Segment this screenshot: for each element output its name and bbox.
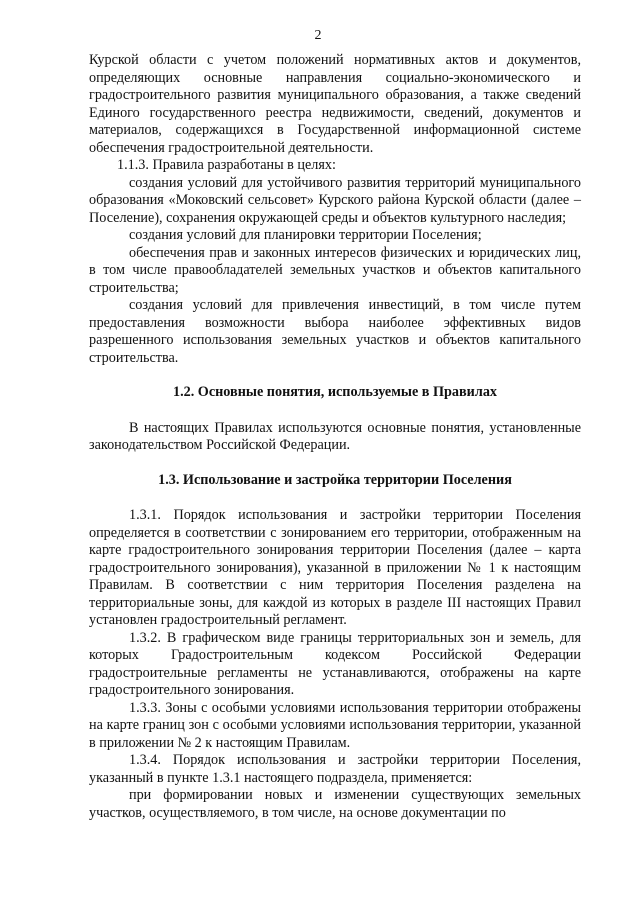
paragraph-goal-development: создания условий для устойчивого развития территорий муниципального образования «Моковский сельсовет» Курского района Курской области (далее – Поселение), сохранения окружающей среды и объектов культурного наследия;	[89, 174, 581, 226]
spacer	[89, 402, 581, 420]
paragraph-goal-rights: обеспечения прав и законных интересов физических и юридических лиц, в том числе правообладателей земельных участков и объектов капитального строительства;	[89, 244, 581, 296]
spacer	[89, 367, 581, 384]
paragraph-goal-planning: создания условий для планировки территории Поселения;	[129, 227, 482, 243]
section-heading-1-3: 1.3. Использование и застройка территории Поселения	[158, 471, 512, 488]
paragraph-1-3-1: 1.3.1. Порядок использования и застройки территории Поселения определяется в соответствии с зонированием его территории, отображенным на карте градостроительного зонирования территории Поселения (далее – карта градостроительного зонирования), указанной в приложении № 1 к настоящим Правилам. В соответствии с ним территория Поселения разделена на территориальные зоны, для каждой из которых в разделе III настоящих Правил установлен градостроительный регламент.	[89, 507, 581, 628]
paragraph-land-plots: при формировании новых и изменении существующих земельных участков, осуществляемого, в том числе, на основе документации по	[89, 787, 581, 821]
paragraph-1-3-3: 1.3.3. Зоны с особыми условиями использования территории отображены на карте границ зон с особыми условиями использования территории, указанной в приложении № 2 к настоящим Правилам.	[89, 699, 581, 751]
paragraph-continuation: Курской области с учетом положений нормативных актов и документов, определяющих основные направления социально-экономического и градостроительного развития муниципального образования, а также сведений Единого государственного реестра недвижимости, сведений, документов и материалов, содержащихся в Государственной информационной системе обеспечения градостроительной деятельности.	[89, 52, 581, 156]
paragraph-1-3-2: 1.3.2. В графическом виде границы территориальных зон и земель, для которых Градостроительным кодексом Российской Федерации градостроительные регламенты не устанавливаются, отображены на карте градостроительного зонирования.	[89, 629, 581, 698]
spacer	[89, 455, 581, 472]
paragraph-1-3-4: 1.3.4. Порядок использования и застройки территории Поселения, указанный в пункте 1.3.1 настоящего подраздела, применяется:	[89, 752, 581, 786]
paragraph-basic-terms: В настоящих Правилах используются основные понятия, установленные законодательством Российской Федерации.	[89, 419, 581, 453]
document-body	[89, 52, 581, 822]
spacer	[89, 489, 581, 507]
page-number: 2	[314, 28, 322, 43]
section-heading-1-2: 1.2. Основные понятия, используемые в Правилах	[172, 384, 498, 400]
paragraph-goal-investments: создания условий для привлечения инвестиций, в том числе путем предоставления возможности выбора наиболее эффективных видов разрешенного использования земельных участков и объектов капитального строительства.	[89, 297, 581, 366]
paragraph-1-1-3: 1.1.3. Правила разработаны в целях:	[117, 157, 336, 173]
